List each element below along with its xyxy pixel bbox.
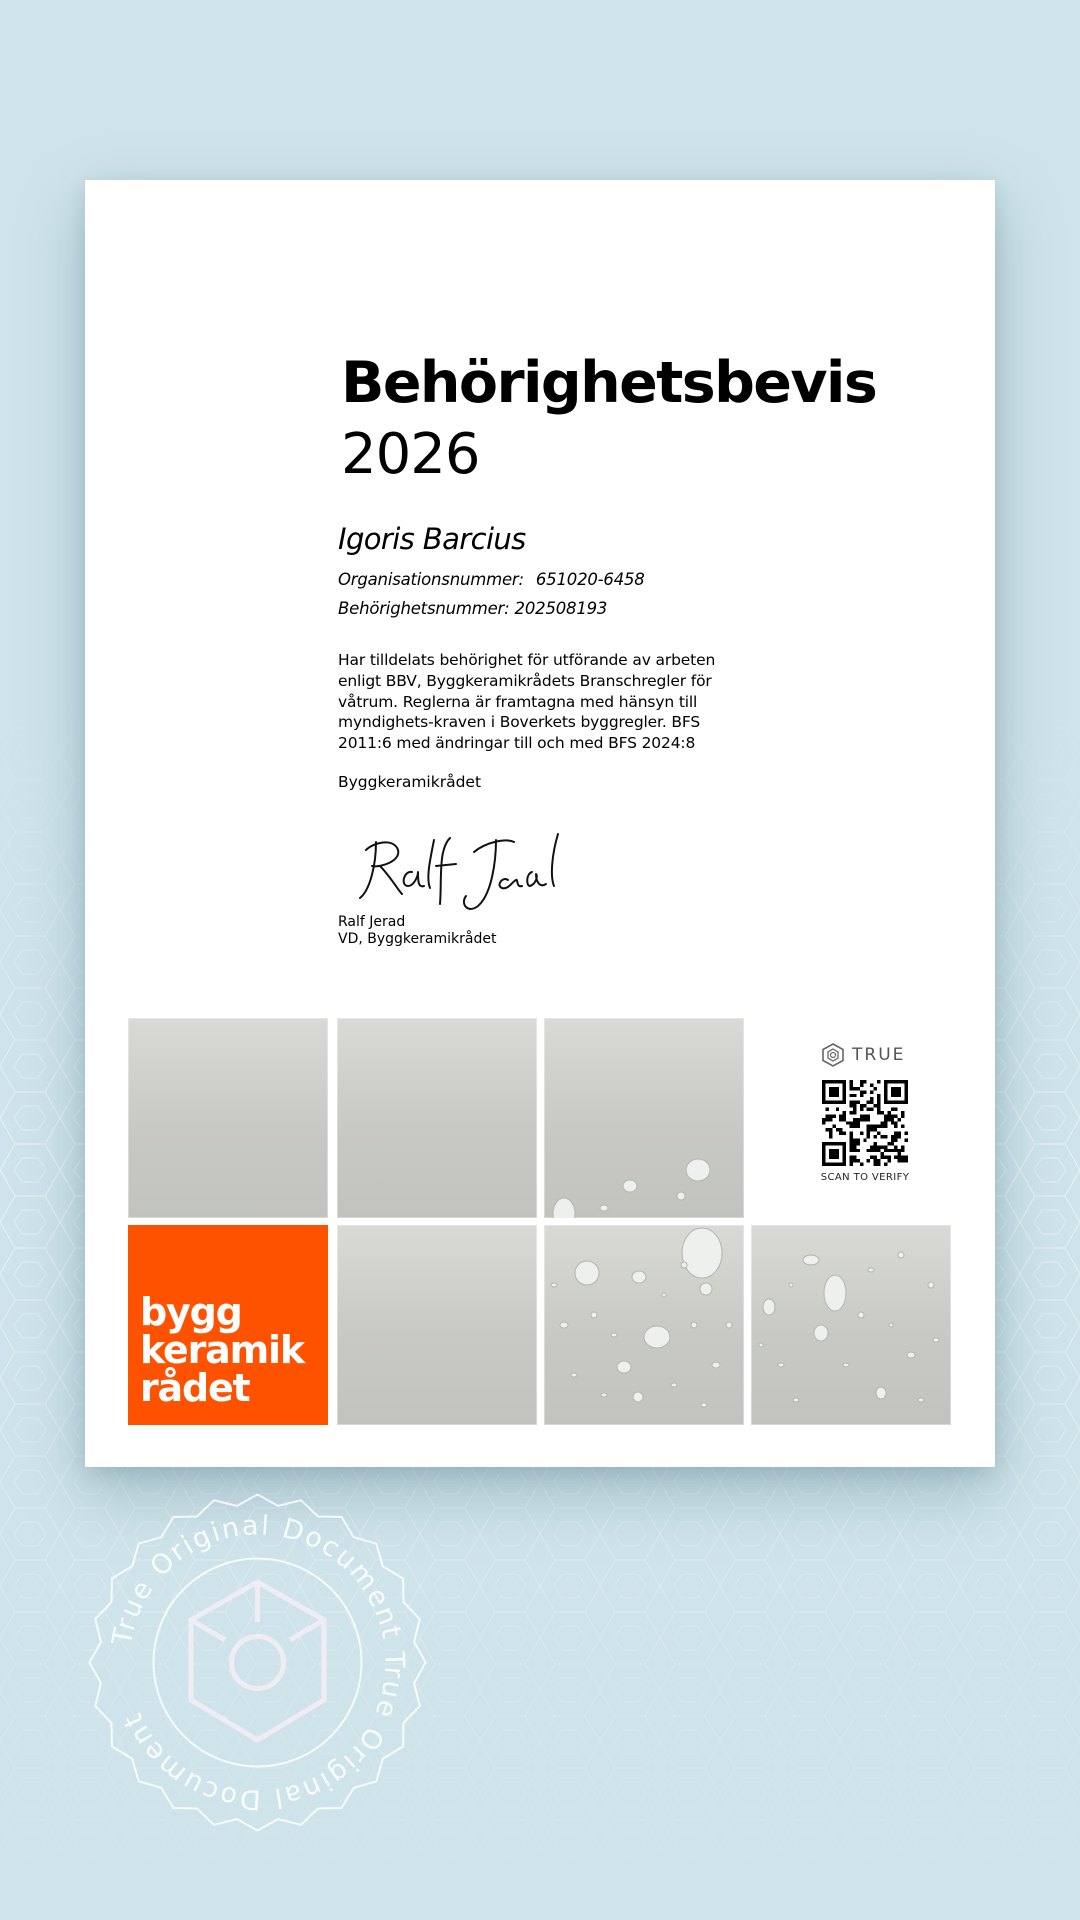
org-number-line bbox=[338, 570, 645, 589]
tile-with-drops bbox=[544, 1018, 744, 1218]
tile-with-drops bbox=[751, 1225, 951, 1425]
water-drops bbox=[544, 1225, 744, 1425]
permit-number-value: 202508193 bbox=[514, 599, 608, 618]
svg-text:True Original Document True Or bbox=[107, 1510, 410, 1815]
byggkeramikradet-logo bbox=[128, 1225, 328, 1425]
water-drops bbox=[751, 1225, 951, 1425]
water-drops bbox=[544, 1018, 744, 1218]
certificate-title: Behörighetsbevis bbox=[341, 350, 877, 416]
permit-number-label: Behörighetsnummer: bbox=[338, 599, 510, 618]
tile bbox=[337, 1018, 537, 1218]
permit-number-line bbox=[338, 599, 607, 618]
certificate-description: Har tilldelats behörighet för utförande av arbeten enligt BBV, Byggkeramikrådets Branschregler för våtrum. Reglerna är framtagna med hänsyn till myndighets-kraven i Boverkets byggregler. BFS 2011:6 med ändringar till och med BFS 2024:8 bbox=[338, 651, 716, 753]
true-brand bbox=[820, 1040, 905, 1070]
signer-name: Ralf Jerad bbox=[338, 914, 406, 930]
signer-block bbox=[338, 914, 496, 948]
scan-to-verify-label: SCAN TO VERIFY bbox=[820, 1172, 910, 1183]
signer-title: VD, Byggkeramikrådet bbox=[338, 931, 497, 947]
holder-name: Igoris Barcius bbox=[338, 522, 526, 556]
certificate-paper bbox=[85, 180, 995, 1467]
tile bbox=[337, 1225, 537, 1425]
true-brand-label: TRUE bbox=[852, 1045, 906, 1065]
org-number-value: 651020-6458 bbox=[535, 570, 645, 589]
logo-line-2: keramik bbox=[140, 1328, 304, 1372]
certificate-year: 2026 bbox=[341, 422, 480, 487]
tile-with-drops bbox=[544, 1225, 744, 1425]
seal-text: True Original Document True Original Document bbox=[106, 1510, 410, 1815]
tile bbox=[128, 1018, 328, 1218]
logo-wordmark bbox=[140, 1290, 304, 1410]
true-original-seal bbox=[85, 1490, 430, 1835]
handwritten-signature bbox=[346, 820, 561, 920]
issuer-name: Byggkeramikrådet bbox=[338, 773, 482, 791]
logo-line-3: rådet bbox=[140, 1366, 250, 1410]
true-logo-icon bbox=[820, 1042, 846, 1068]
logo-line-1: bygg bbox=[140, 1290, 242, 1334]
qr-code-icon[interactable] bbox=[822, 1080, 908, 1166]
org-number-label: Organisationsnummer: bbox=[338, 570, 524, 589]
